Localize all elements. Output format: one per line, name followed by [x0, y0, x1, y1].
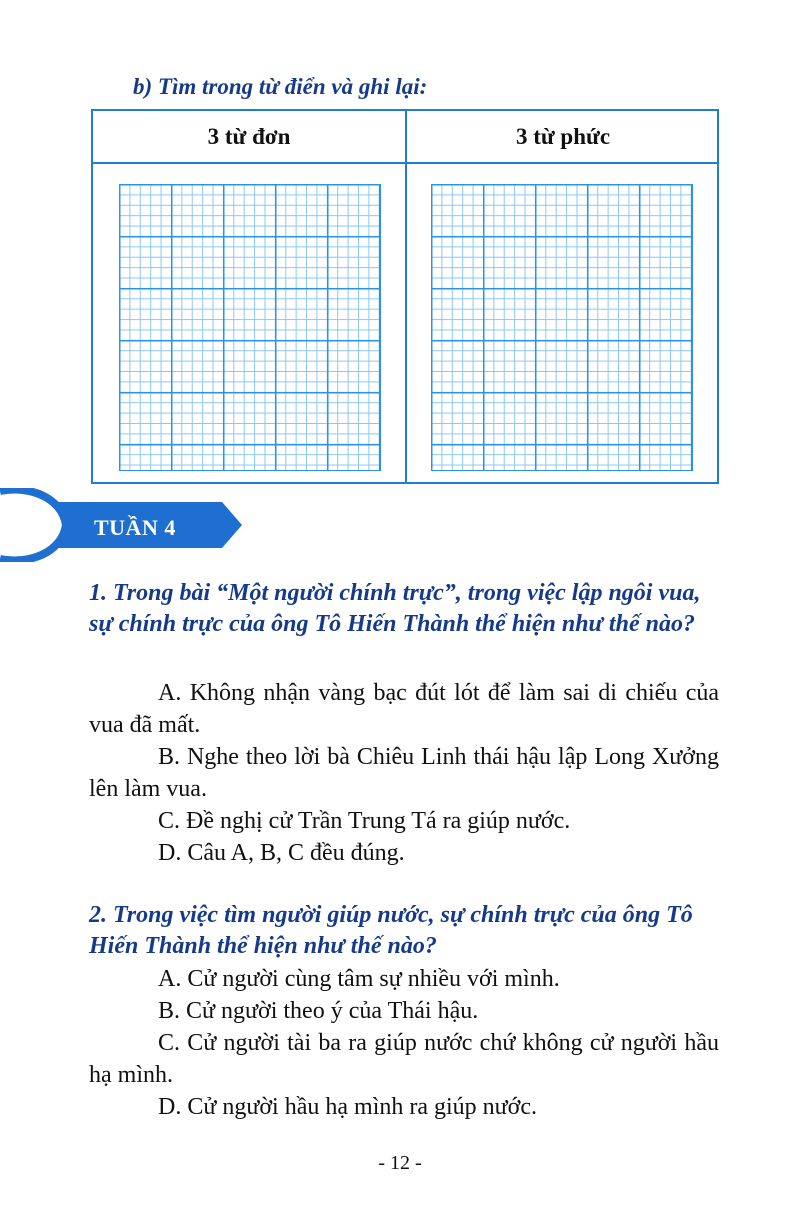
- question-1-option-b: B. Nghe theo lời bà Chiêu Linh thái hậu lập Long Xưởng lên làm vua.: [89, 744, 719, 802]
- question-2-option-a: A. Cử người cùng tâm sự nhiều với mình.: [158, 966, 560, 992]
- question-2-option-b: B. Cử người theo ý của Thái hậu.: [158, 998, 479, 1024]
- word-table: [91, 109, 719, 484]
- question-2: 2. Trong việc tìm người giúp nước, sự chính trực của ông Tô Hiến Thành thể hiện như thế nào?: [89, 902, 693, 959]
- column-title-single-words: 3 từ đơn: [207, 124, 291, 149]
- question-1-option-c: C. Đề nghị cử Trần Trung Tá ra giúp nước.: [158, 808, 571, 834]
- table-divider: [405, 111, 407, 482]
- question-1: 1. Trong bài “Một người chính trực”, trong việc lập ngôi vua, sự chính trực của ông Tô Hiến Thành thể hiện như thế nào?: [89, 580, 701, 637]
- page-number: - 12 -: [378, 1152, 422, 1174]
- exercise-instruction: b) Tìm trong từ điển và ghi lại:: [133, 74, 428, 99]
- column-title-compound-words: 3 từ phức: [515, 124, 611, 149]
- question-2-option-c: C. Cử người tài ba ra giúp nước chứ không cử người hầu hạ mình.: [89, 1030, 719, 1088]
- question-1-option-d: D. Câu A, B, C đều đúng.: [158, 840, 405, 866]
- question-1-option-a: A. Không nhận vàng bạc đút lót để làm sai di chiếu của vua đã mất.: [89, 680, 719, 738]
- question-2-option-d: D. Cử người hầu hạ mình ra giúp nước.: [158, 1094, 538, 1120]
- writing-grid-right[interactable]: [431, 184, 693, 471]
- week-label: TUẦN 4: [94, 515, 176, 540]
- writing-grid-left[interactable]: [119, 184, 381, 471]
